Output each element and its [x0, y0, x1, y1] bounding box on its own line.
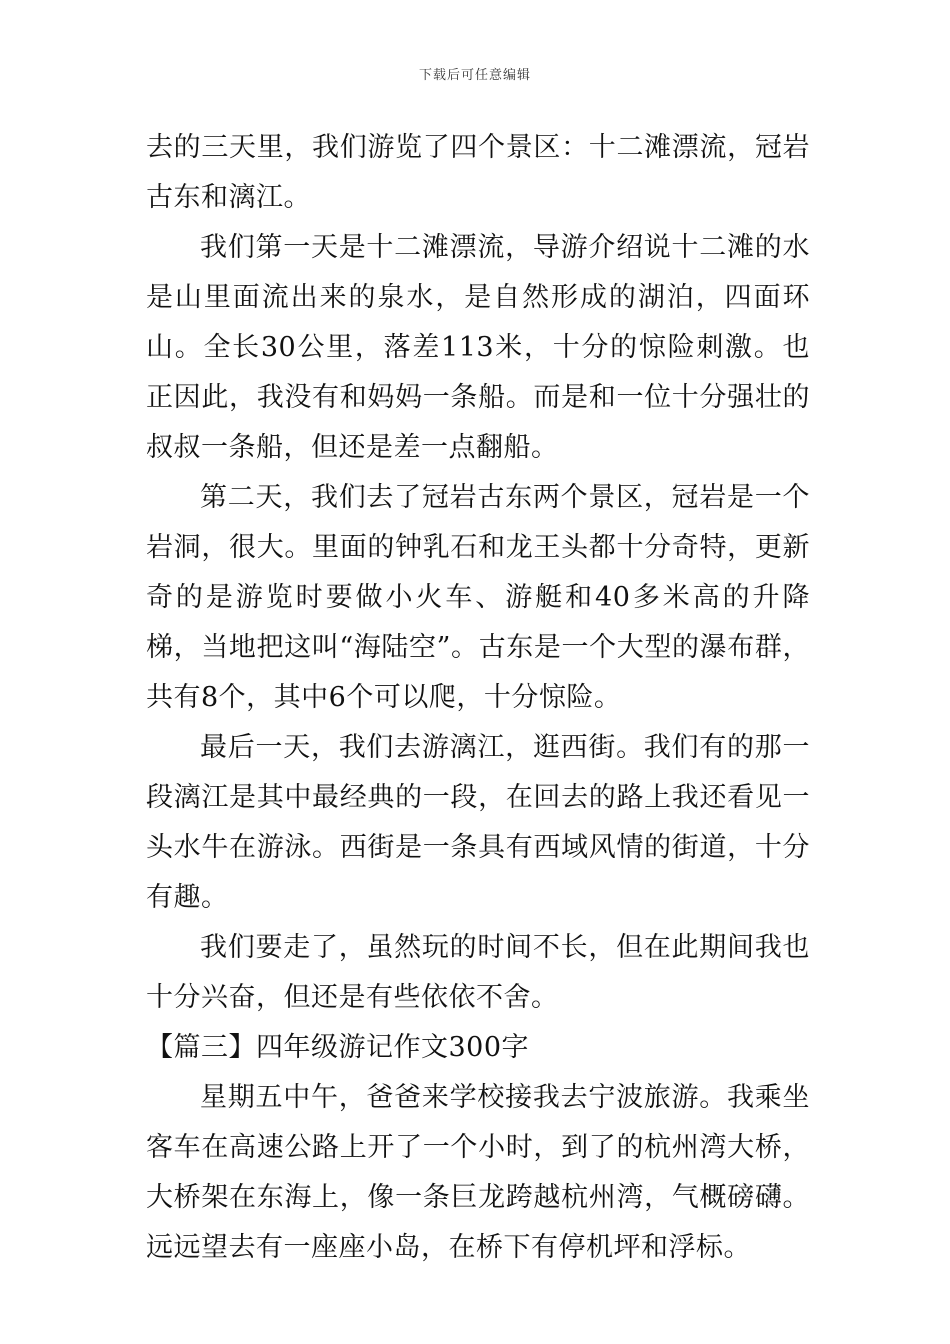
- paragraph-last-day: 最后一天，我们去游漓江，逛西街。我们有的那一段漓江是其中最经典的一段，在回去的路上我还看见一头水牛在游泳。西街是一条具有西域风情的街道，十分有趣。: [146, 732, 810, 913]
- paragraph-day-one: 我们第一天是十二滩漂流，导游介绍说十二滩的水是山里面流出来的泉水，是自然形成的湖泊，四面环山。全长30公里，落差113米，十分的惊险刺激。也正因此，我没有和妈妈一条船。而是和一位十分强壮的叔叔一条船，但还是差一点翻船。: [146, 232, 810, 463]
- page-header: 下载后可任意编辑: [418, 68, 531, 83]
- paragraph-farewell: 我们要走了，虽然玩的时间不长，但在此期间我也十分兴奋，但还是有些依依不舍。: [146, 932, 810, 1013]
- paragraph-ningbo-trip: 星期五中午，爸爸来学校接我去宁波旅游。我乘坐客车在高速公路上开了一个小时，到了的杭州湾大桥，大桥架在东海上，像一条巨龙跨越杭州湾，气概磅礴。远远望去有一座座小岛，在桥下有停机坪和浮标。: [146, 1082, 810, 1263]
- paragraph-intro: 去的三天里，我们游览了四个景区：十二滩漂流，冠岩古东和漓江。: [146, 132, 810, 213]
- document-body: [146, 123, 810, 1273]
- section-heading: 【篇三】四年级游记作文300字: [146, 1032, 530, 1063]
- paragraph-day-two: 第二天，我们去了冠岩古东两个景区，冠岩是一个岩洞，很大。里面的钟乳石和龙王头都十分奇特，更新奇的是游览时要做小火车、游艇和40多米高的升降梯，当地把这叫“海陆空”。古东是一个大型的瀑布群，共有8个，其中6个可以爬，十分惊险。: [146, 482, 810, 713]
